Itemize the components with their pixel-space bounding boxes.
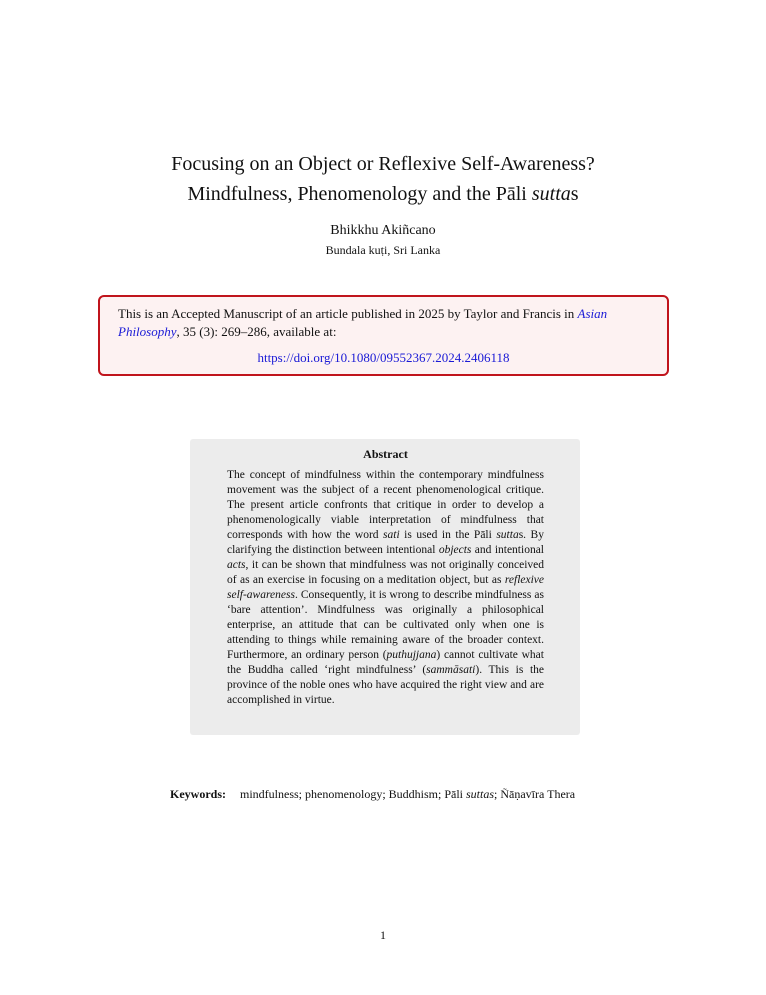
abstract-box [190, 439, 580, 735]
title-line-2-end: s [570, 183, 579, 205]
abstract-text: , it can be shown that mindfulness was not originally conceived of as an exercise in focusing on a meditation object, but as [227, 559, 544, 586]
title-line-2 [0, 179, 766, 209]
abstract-italic: puthujjana [386, 649, 437, 661]
keywords-text: mindfulness; phenomenology; Buddhism; Pāli [240, 787, 466, 801]
abstract-italic: objects [438, 544, 472, 556]
abstract-italic: sati [383, 529, 400, 541]
journal-name: Asian Philosophy [118, 306, 608, 339]
doi-link[interactable]: https://doi.org/10.1080/09552367.2024.2406118 [257, 350, 510, 365]
abstract-text: is used in the Pāli [399, 529, 497, 541]
notice-text [118, 305, 649, 341]
abstract-italic: acts [227, 559, 246, 571]
abstract-body [227, 468, 544, 708]
keywords-label: Keywords: [170, 787, 226, 801]
keywords-text-end: ; Ñāṇavīra Thera [494, 787, 576, 801]
abstract-text: ). This is the province of the noble ones who have acquired the right view and are accomplished in virtue. [227, 664, 544, 706]
abstract-text: and intentional [471, 544, 544, 556]
title-line-1: Focusing on an Object or Reflexive Self-Awareness? [171, 153, 595, 175]
page-number: 1 [380, 928, 386, 942]
author-affiliation: Bundala kuṭi, Sri Lanka [325, 243, 441, 257]
abstract-text: The concept of mindfulness within the contemporary mindfulness movement was the subject of a recent phenomenological critique. The present article confronts that critique in order to develop a phenomenologically viable interpretation of mindfulness that corresponds with how the word [227, 469, 544, 541]
accepted-manuscript-notice [98, 295, 669, 376]
notice-text-after: , 35 (3): 269–286, available at: [176, 324, 337, 339]
keywords-line [170, 786, 575, 802]
abstract-italic: sammāsati [426, 664, 476, 676]
abstract-text: . Consequently, it is wrong to describe mindfulness as ‘bare attention’. Mindfulness was originally a philosophical enterprise, an attitude that can be cultivated only when one is attending to things while remaining aware of the broader context. Furthermore, an ordinary person ( [227, 589, 544, 661]
title-suttas-italic: sutta [531, 183, 571, 205]
abstract-text: s. By clarifying the distinction between intentional [227, 529, 544, 556]
abstract-text: ) cannot cultivate what the Buddha called ‘right mindfulness’ ( [227, 649, 544, 676]
notice-text-before: This is an Accepted Manuscript of an article published in 2025 by Taylor and Francis in [118, 306, 578, 321]
abstract-italic: reflexive self-awareness [227, 574, 544, 601]
abstract-italic: sutta [496, 529, 519, 541]
title-line-2-text: Mindfulness, Phenomenology and the Pāli [187, 183, 532, 205]
author-name: Bhikkhu Akiñcano [330, 223, 436, 238]
abstract-heading: Abstract [363, 447, 408, 461]
paper-title [0, 149, 766, 209]
keywords-italic: suttas [466, 787, 495, 801]
doi-row [118, 349, 649, 367]
